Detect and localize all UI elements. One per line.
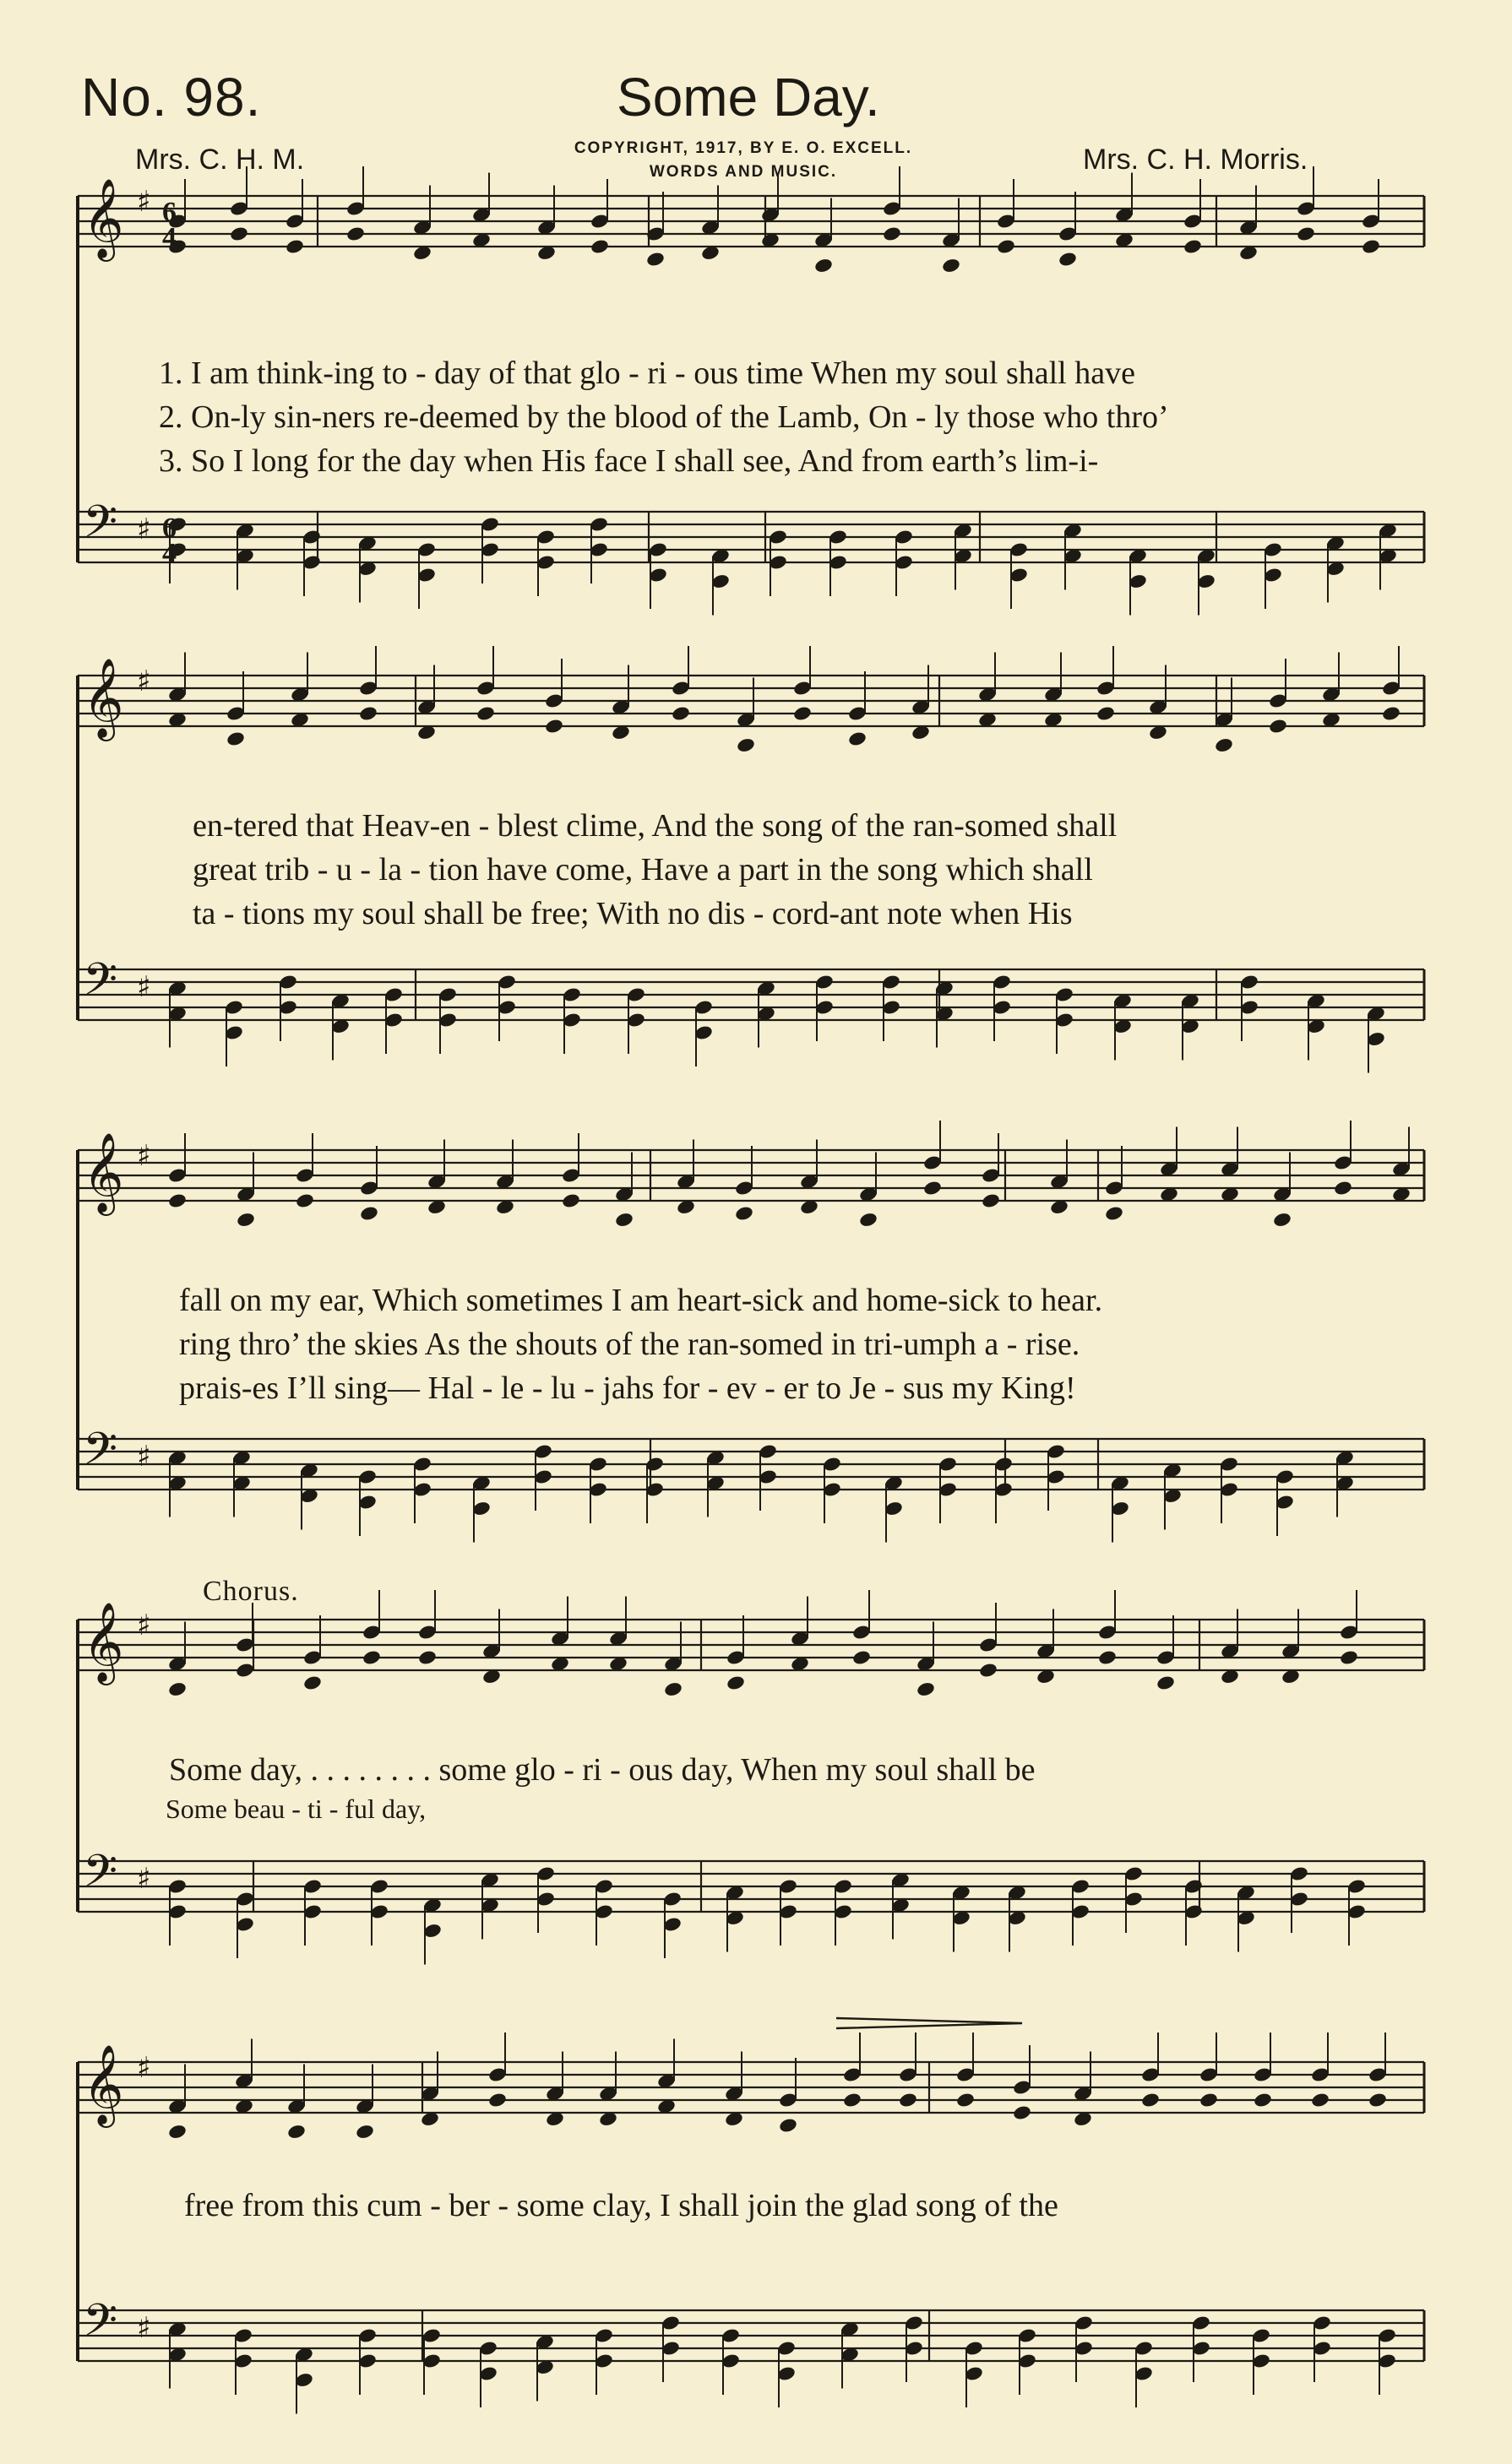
notehead-icon [355, 2124, 375, 2141]
notehead-icon [487, 2092, 508, 2109]
notehead-icon [882, 225, 902, 242]
notehead-icon [167, 1681, 188, 1698]
notehead-icon [614, 1212, 634, 1229]
sharp-icon: ♯ [137, 2051, 151, 2085]
notehead-icon [1096, 705, 1116, 722]
notehead-icon [922, 1180, 943, 1197]
notehead-icon [235, 1662, 255, 1679]
notehead-icon [226, 730, 246, 747]
verse3-line3: prais-es I’ll sing— Hal - le - lu - jahs for - ev - er to Je - sus my King! [179, 1370, 1076, 1406]
notehead-icon [1253, 2092, 1273, 2109]
notehead-icon [778, 2117, 798, 2134]
notehead-icon [898, 2092, 918, 2109]
sharp-icon: ♯ [137, 1139, 151, 1173]
notehead-icon [663, 1681, 683, 1698]
time-signature-top: 6 [162, 197, 177, 228]
notehead-icon [955, 2092, 976, 2109]
sharp-icon: ♯ [137, 970, 151, 1004]
notehead-icon [1156, 1674, 1176, 1691]
chorus-line1: Some day, . . . . . . . . some glo - ri - ous day, When my soul shall be [169, 1752, 1036, 1788]
music-author: Mrs. C. H. Morris. [1083, 144, 1308, 176]
notehead-icon [167, 1192, 188, 1209]
notehead-icon [1381, 705, 1401, 722]
notehead-icon [167, 2124, 188, 2141]
notehead-icon [847, 730, 867, 747]
notehead-icon [295, 1192, 315, 1209]
notehead-icon [851, 1649, 872, 1666]
bass-clef-icon: 𝄢 [83, 2295, 118, 2358]
sharp-icon: ♯ [137, 185, 151, 219]
notehead-icon [736, 737, 756, 754]
chorus-line1-alto: Some beau - ti - ful day, [166, 1794, 427, 1824]
verse1-line1: 1. I am think-ing to - day of that glo - ri - ous time When my soul shall have [159, 355, 1135, 391]
verse3-line1: 3. So I long for the day when His face I shall see, And from earth’s lim-i- [159, 443, 1099, 479]
verse3-line2: ta - tions my soul shall be free; With no dis - cord-ant note when His [193, 896, 1073, 931]
hymn-title: Some Day. [617, 67, 880, 128]
treble-clef-icon: 𝄞 [83, 178, 124, 258]
sharp-icon: ♯ [137, 1609, 151, 1642]
notehead-icon [813, 258, 834, 274]
sharp-icon: ♯ [137, 2311, 151, 2345]
notehead-icon [417, 1649, 438, 1666]
notehead-icon [590, 238, 610, 255]
notehead-icon [236, 1212, 256, 1229]
notehead-icon [358, 705, 378, 722]
notehead-icon [1140, 2092, 1161, 2109]
notehead-icon [1268, 718, 1288, 735]
verse2-line3: ring thro’ the skies As the shouts of the ran-somed in tri-umph a - rise. [179, 1327, 1080, 1362]
notehead-icon [302, 1674, 323, 1691]
notehead-icon [1310, 2092, 1330, 2109]
notehead-icon [1272, 1212, 1292, 1229]
notehead-icon [1361, 238, 1381, 255]
notehead-icon [362, 1649, 382, 1666]
notehead-icon [561, 1192, 581, 1209]
notehead-icon [1214, 737, 1234, 754]
notehead-icon [1012, 2104, 1032, 2121]
treble-clef-icon: 𝄞 [83, 658, 124, 738]
hymn-number: No. 98. [81, 67, 262, 128]
verse1-line2: en-tered that Heav-en - blest clime, And the song of the ran-somed shall [193, 808, 1118, 844]
notehead-icon [734, 1205, 754, 1222]
notehead-icon [1199, 2092, 1219, 2109]
notehead-icon [1296, 225, 1316, 242]
time-signature-top: 6 [162, 513, 177, 544]
notehead-icon [981, 1192, 1001, 1209]
notehead-icon [858, 1212, 878, 1229]
crescendo-hairpin [836, 2018, 1022, 2028]
treble-clef-icon: 𝄞 [83, 2044, 124, 2125]
notehead-icon [1339, 1649, 1359, 1666]
notehead-icon [792, 705, 813, 722]
bass-clef-icon: 𝄢 [83, 1424, 118, 1486]
time-signature-bottom: 4 [162, 222, 177, 253]
sharp-icon: ♯ [137, 665, 151, 698]
notehead-icon [726, 1674, 746, 1691]
notehead-icon [1368, 2092, 1388, 2109]
sharp-icon: ♯ [137, 1862, 151, 1896]
bass-clef-icon: 𝄢 [83, 497, 118, 559]
notehead-icon [645, 251, 666, 268]
notehead-icon [1104, 1205, 1124, 1222]
chorus-line2: free from this cum - ber - some clay, I shall join the glad song of the [184, 2188, 1058, 2223]
sharp-icon: ♯ [137, 513, 151, 546]
notehead-icon [996, 238, 1016, 255]
treble-clef-icon: 𝄞 [83, 1602, 124, 1682]
chorus-label: Chorus. [203, 1576, 299, 1607]
verse2-line2: great trib - u - la - tion have come, Have a part in the song which shall [193, 852, 1093, 887]
notehead-icon [229, 225, 249, 242]
notehead-icon [671, 705, 691, 722]
notehead-icon [1333, 1180, 1353, 1197]
notehead-icon [359, 1205, 379, 1222]
notehead-icon [916, 1681, 936, 1698]
words-author: Mrs. C. H. M. [135, 144, 305, 176]
copyright-line: COPYRIGHT, 1917, BY E. O. EXCELL. [574, 139, 913, 157]
verse1-line3: fall on my ear, Which sometimes I am heart-sick and home-sick to hear. [179, 1283, 1103, 1318]
notehead-icon [286, 2124, 307, 2141]
copyright-scope: WORDS AND MUSIC. [649, 163, 838, 181]
notehead-icon [285, 238, 305, 255]
notehead-icon [476, 705, 496, 722]
notehead-icon [1097, 1649, 1118, 1666]
notehead-icon [1183, 238, 1203, 255]
notehead-icon [1058, 251, 1078, 268]
sharp-icon: ♯ [137, 1440, 151, 1474]
notehead-icon [345, 225, 366, 242]
notehead-icon [978, 1662, 998, 1679]
verse2-line1: 2. On-ly sin-ners re-deemed by the blood of the Lamb, On - ly those who thro’ [159, 399, 1169, 435]
bass-clef-icon: 𝄢 [83, 954, 118, 1017]
treble-clef-icon: 𝄞 [83, 1132, 124, 1213]
time-signature-bottom: 4 [162, 538, 177, 569]
notehead-icon [842, 2092, 862, 2109]
notehead-icon [941, 258, 961, 274]
bass-clef-icon: 𝄢 [83, 1846, 118, 1908]
notehead-icon [544, 718, 564, 735]
